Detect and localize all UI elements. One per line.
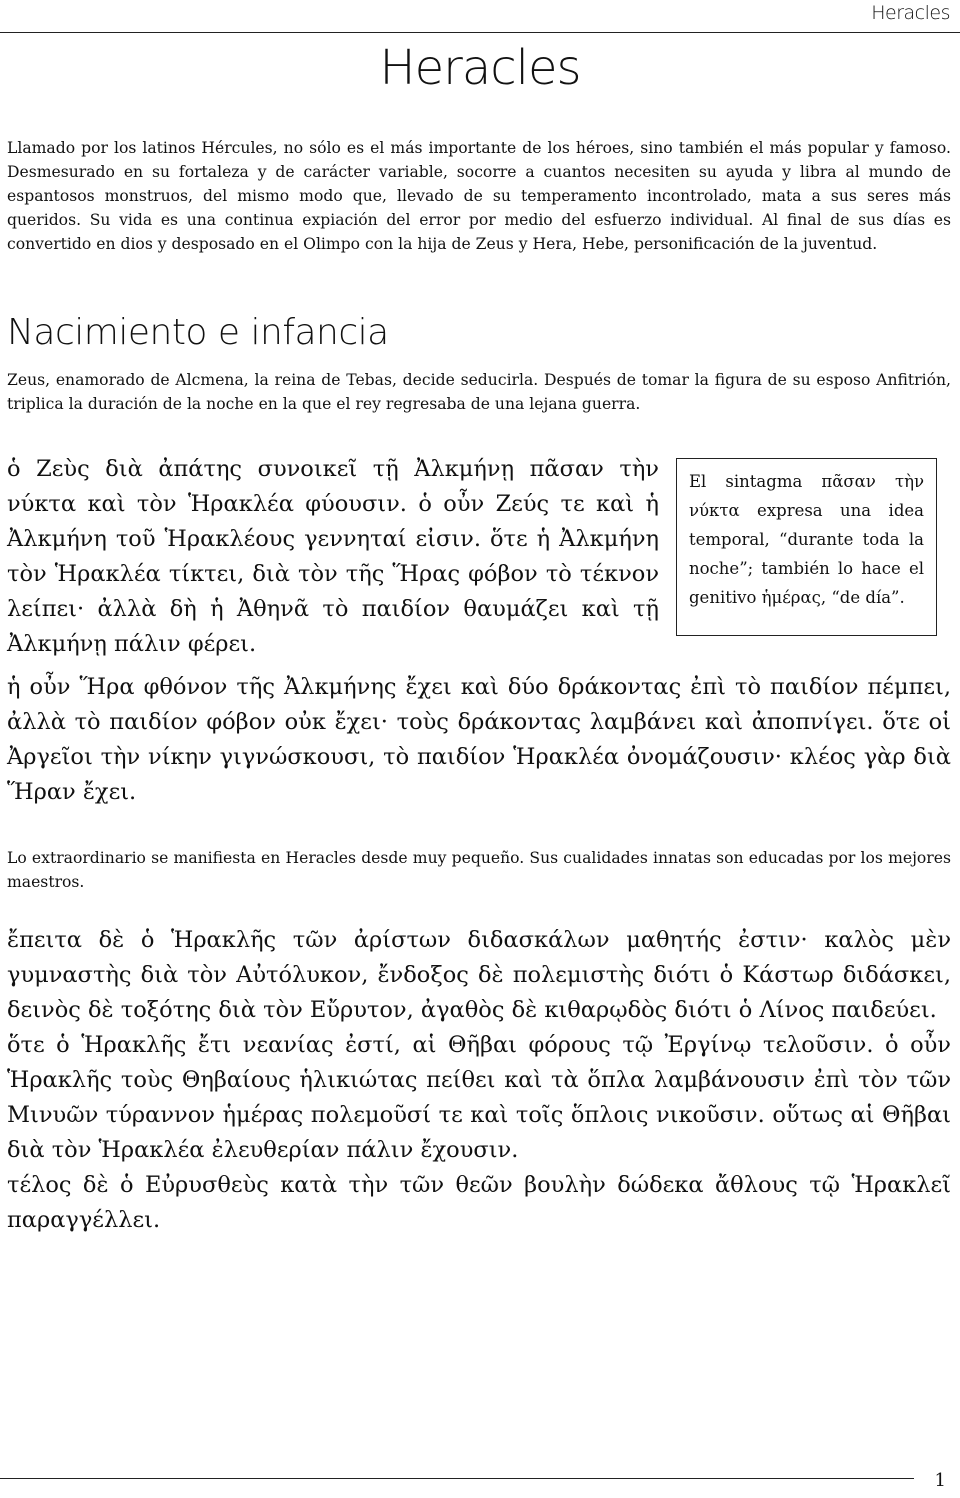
side-note-box: El sintagma πᾶσαν τὴν νύκτα expresa una idea temporal, “durante toda la noche”; también lo hace el genitivo ἡμέρας, “de día”. [676,458,937,636]
greek-passage-3 [7,923,951,1238]
greek-text-2: ἡ οὖν Ἥρα φθόνον τῆς Ἀλκμήνης ἔχει καὶ δύο δράκοντας ἐπὶ τὸ παιδίον πέμπει, ἀλλὰ τὸ παιδίον φόβον οὐκ ἔχει· τοὺς δράκοντας λαμβάνει καὶ ἀποπνίγει. ὅτε οἱ Ἀργεῖοι τὴν νίκην γιγνώσκουσι, τὸ παιδίον Ἡρακλέα ὀνομάζουσιν· κλέος γὰρ διὰ Ἥραν ἔχει. [7,674,951,805]
footer-rule [0,1478,914,1479]
header-rule [0,32,960,33]
greek-text-5: τέλος δὲ ὁ Εὐρυσθεὺς κατὰ τὴν τῶν θεῶν βουλὴν δώδεκα ἄθλους τῷ Ἡρακλεῖ παραγγέλλει. [7,1172,951,1233]
greek-passage-1 [7,452,659,662]
running-header: Heracles [871,2,950,24]
greek-text-1: ὁ Ζεὺς διὰ ἀπάτης συνοικεῖ τῇ Ἀλκμήνῃ πᾶσαν τὴν νύκτα καὶ τὸν Ἡρακλέα φύουσιν. ὁ οὖν Ζεύς τε καὶ ἡ Ἀλκμήνη τοῦ Ἡρακλέους γεννηταί εἰσιν. ὅτε ἡ Ἀλκμήνη τὸν Ἡρακλέα τίκτει, διὰ τὸν τῆς Ἥρας φόβον τὸ τέκνον λείπει· ἀλλὰ δὴ ἡ Ἀθηνᾶ τὸ παιδίον θαυμάζει καὶ τῇ Ἀλκμήνῃ πάλιν φέρει. [7,456,659,657]
greek-text-4: ὅτε ὁ Ἡρακλῆς ἔτι νεανίας ἐστί, αἱ Θῆβαι φόρους τῷ Ἐργίνῳ τελοῦσιν. ὁ οὖν Ἡρακλῆς τοὺς Θηβαίους ἡλικιώτας πείθει καὶ τὰ ὅπλα λαμβάνουσιν ἐπὶ τὸν τῶν Μινυῶν τύραννον ἡμέρας πολεμοῦσί τε καὶ τοῖς ὅπλοις νικοῦσιν. οὕτως αἱ Θῆβαι διὰ τὸν Ἡρακλέα ἐλευθερίαν πάλιν ἔχουσιν. [7,1032,951,1163]
greek-passage-2 [7,670,951,810]
page-number: 1 [934,1470,946,1491]
section-heading: Nacimiento e infancia [7,312,389,353]
section-paragraph-2: Lo extraordinario se manifiesta en Heracles desde muy pequeño. Sus cualidades innatas son educadas por los mejores maestros. [7,849,951,891]
intro-paragraph: Llamado por los latinos Hércules, no sólo es el más importante de los héroes, sino también el más popular y famoso. Desmesurado en su fortaleza y de carácter variable, socorre a cuantos necesiten su ayuda y libra al mundo de espantosos monstruos, del mismo modo que, llevado de su temperamento incontrolado, mata a sus seres más queridos. Su vida es una continua expiación del error por medio del esfuerzo individual. Al final de sus días es convertido en dios y desposado en el Olimpo con la hija de Zeus y Hera, Hebe, personificación de la juventud. [7,139,951,253]
document-title: Heracles [379,40,581,96]
greek-text-3: ἔπειτα δὲ ὁ Ἡρακλῆς τῶν ἀρίστων διδασκάλων μαθητής ἐστιν· καλὸς μὲν γυμναστὴς διὰ τὸν Αὐτόλυκον, ἔνδοξος δὲ πολεμιστὴς διότι ὁ Κάστωρ διδάσκει, δεινὸς δὲ τοξότης διὰ τὸν Εὔρυτον, ἀγαθὸς δὲ κιθαρῳδὸς διότι ὁ Λίνος παιδεύει. [7,927,951,1023]
section-paragraph-1: Zeus, enamorado de Alcmena, la reina de Tebas, decide seducirla. Después de tomar la figura de su esposo Anfitrión, triplica la duración de la noche en la que el rey regresaba de una lejana guerra. [7,371,951,413]
